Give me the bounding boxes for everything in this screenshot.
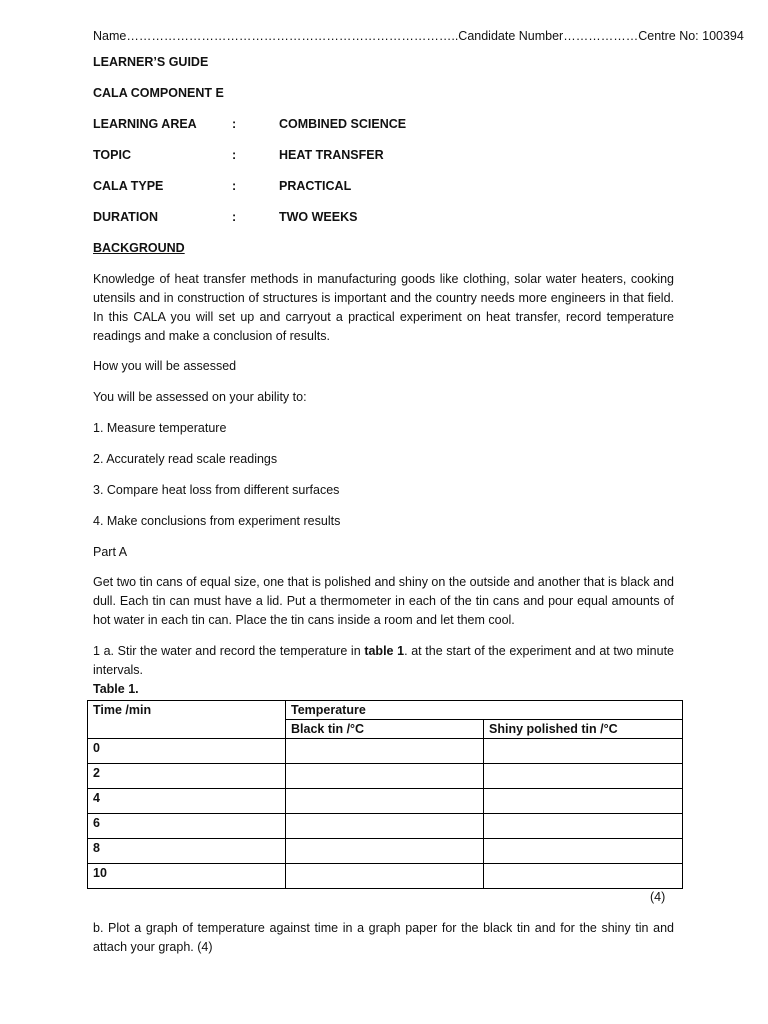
- shiny-tin-cell[interactable]: [484, 814, 683, 839]
- header-line: Name……………………………………………………………………..Candidate Number………………Centre No: 100394: [93, 29, 744, 43]
- question-1a-text-start: 1 a. Stir the water and record the temperature in: [93, 644, 365, 658]
- table-row: [88, 839, 683, 864]
- black-tin-cell[interactable]: [286, 864, 484, 889]
- component-title: CALA COMPONENT E: [93, 86, 224, 100]
- black-tin-cell[interactable]: [286, 764, 484, 789]
- meta-value: PRACTICAL: [279, 179, 352, 193]
- shiny-tin-cell[interactable]: [484, 839, 683, 864]
- header-temperature: Temperature: [286, 701, 683, 720]
- header-time: Time /min: [88, 701, 286, 739]
- meta-key: LEARNING AREA: [93, 117, 197, 131]
- black-tin-cell[interactable]: [286, 839, 484, 864]
- black-tin-cell[interactable]: [286, 789, 484, 814]
- question-1b: b. Plot a graph of temperature against time in a graph paper for the black tin and for the shiny tin and attach your graph. (4): [93, 921, 674, 954]
- meta-key: DURATION: [93, 210, 159, 224]
- shiny-tin-cell[interactable]: [484, 739, 683, 764]
- assessed-heading: How you will be assessed: [93, 359, 237, 373]
- meta-colon: :: [232, 148, 237, 162]
- guide-title: LEARNER’S GUIDE: [93, 55, 209, 69]
- meta-row-topic: [93, 146, 493, 165]
- table-header-row: [88, 701, 683, 720]
- meta-value: COMBINED SCIENCE: [279, 117, 407, 131]
- assessed-intro: You will be assessed on your ability to:: [93, 390, 307, 404]
- black-tin-cell[interactable]: [286, 814, 484, 839]
- meta-row-learning-area: [93, 115, 493, 134]
- meta-key: CALA TYPE: [93, 179, 164, 193]
- time-cell: 2: [88, 764, 286, 789]
- table-row: [88, 864, 683, 889]
- meta-row-duration: [93, 208, 493, 227]
- time-cell: 6: [88, 814, 286, 839]
- meta-colon: :: [232, 117, 237, 131]
- time-cell: 8: [88, 839, 286, 864]
- header-shiny-tin: Shiny polished tin /°C: [484, 720, 683, 739]
- background-heading: BACKGROUND: [93, 241, 185, 255]
- question-1a: [93, 642, 674, 680]
- table-row: [88, 764, 683, 789]
- temperature-table: [87, 700, 683, 889]
- meta-key: TOPIC: [93, 148, 131, 162]
- question-1a-text-end: . at the start of the experiment and at two minute intervals.: [93, 644, 675, 677]
- marks-1a: (4): [650, 890, 666, 904]
- shiny-tin-cell[interactable]: [484, 864, 683, 889]
- time-cell: 4: [88, 789, 286, 814]
- shiny-tin-cell[interactable]: [484, 764, 683, 789]
- black-tin-cell[interactable]: [286, 739, 484, 764]
- part-a-paragraph: Get two tin cans of equal size, one that is polished and shiny on the outside and another that is black and dull. Each tin can must have a lid. Put a thermometer in each of the tin cans and pour equal amounts of hot water in each tin can. Place the tin cans inside a room and let them cool.: [93, 575, 674, 627]
- meta-row-cala-type: [93, 177, 493, 196]
- ability-item: 4. Make conclusions from experiment results: [93, 514, 341, 528]
- meta-colon: :: [232, 210, 237, 224]
- ability-item: 3. Compare heat loss from different surfaces: [93, 483, 340, 497]
- time-cell: 0: [88, 739, 286, 764]
- table-row: [88, 814, 683, 839]
- question-1a-table-ref: table 1: [364, 644, 405, 658]
- ability-item: 1. Measure temperature: [93, 421, 227, 435]
- background-paragraph: Knowledge of heat transfer methods in manufacturing goods like clothing, solar water heaters, cooking utensils and in construction of structures is important and the country needs more engineers in that field. In this CALA you will set up and carryout a practical experiment on heat transfer, record temperature readings and make a conclusion of results.: [93, 272, 674, 343]
- ability-item: 2. Accurately read scale readings: [93, 452, 278, 466]
- shiny-tin-cell[interactable]: [484, 789, 683, 814]
- table-row: [88, 789, 683, 814]
- header-black-tin: Black tin /°C: [286, 720, 484, 739]
- table-row: [88, 739, 683, 764]
- part-a-heading: Part A: [93, 545, 128, 559]
- table-caption: Table 1.: [93, 682, 139, 696]
- meta-value: HEAT TRANSFER: [279, 148, 384, 162]
- meta-value: TWO WEEKS: [279, 210, 358, 224]
- meta-colon: :: [232, 179, 237, 193]
- time-cell: 10: [88, 864, 286, 889]
